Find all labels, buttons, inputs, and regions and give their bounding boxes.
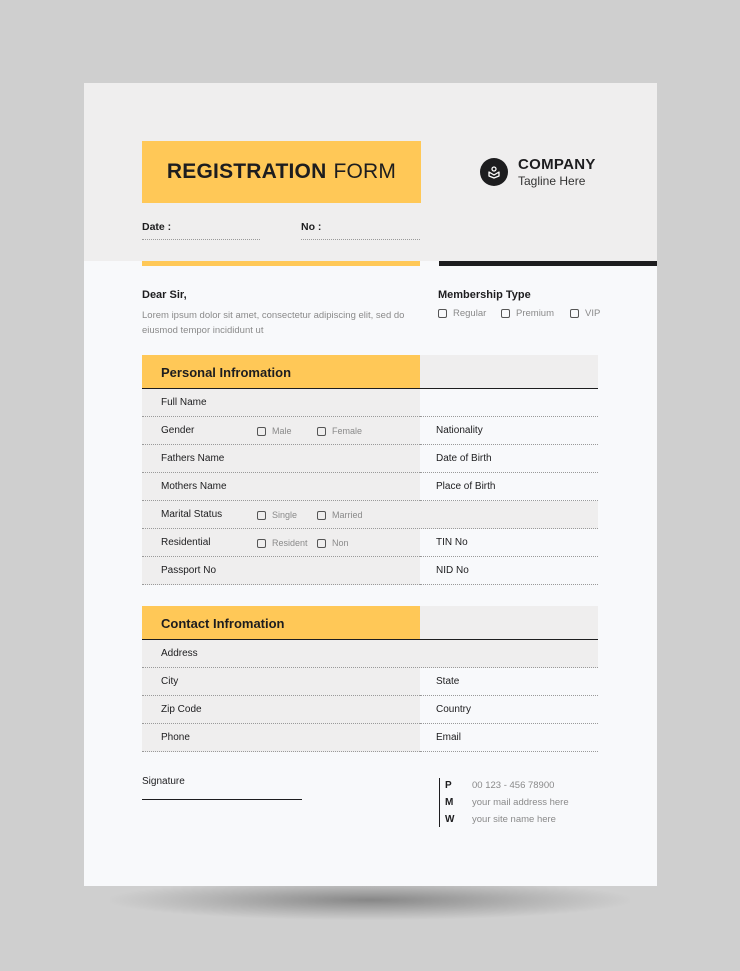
accent-bar-yellow: [142, 261, 420, 266]
country-field[interactable]: [420, 696, 598, 724]
checkbox-icon[interactable]: [257, 427, 266, 436]
fathers-name-field[interactable]: [142, 445, 420, 473]
marital-option-label: Married: [332, 510, 363, 520]
place-of-birth-field[interactable]: [420, 473, 598, 501]
row-fathers-name: [142, 445, 598, 473]
zip-code-field[interactable]: [142, 696, 420, 724]
personal-info-header: [142, 355, 598, 389]
residential-option-non[interactable]: [317, 538, 349, 548]
marital-status-field: [142, 501, 598, 529]
mail-letter: M: [445, 797, 454, 808]
phone-field[interactable]: [142, 724, 420, 752]
nationality-field[interactable]: [420, 417, 598, 445]
row-full-name: [142, 389, 598, 417]
passport-no-label: Passport No: [161, 565, 217, 576]
page-shadow: [110, 880, 630, 920]
gender-label: Gender: [161, 425, 195, 436]
date-of-birth-field[interactable]: [420, 445, 598, 473]
state-field[interactable]: [420, 668, 598, 696]
membership-type-title: Membership Type: [438, 289, 531, 301]
row-phone: [142, 724, 598, 752]
row-city: [142, 668, 598, 696]
full-name-field[interactable]: [142, 389, 420, 417]
date-of-birth-label: Date of Birth: [436, 453, 492, 464]
phone-letter: P: [445, 780, 452, 791]
city-label: City: [161, 676, 179, 687]
email-field[interactable]: [420, 724, 598, 752]
checkbox-icon[interactable]: [257, 539, 266, 548]
membership-option-label: Premium: [516, 308, 555, 319]
mothers-name-label: Mothers Name: [161, 481, 227, 492]
address-label: Address: [161, 648, 198, 659]
row-zip-code: [142, 696, 598, 724]
residential-option-label: Resident: [272, 538, 308, 548]
membership-option-label: VIP: [585, 308, 601, 319]
registration-form-page: [84, 83, 657, 886]
gender-field: [142, 417, 420, 445]
nationality-label: Nationality: [436, 425, 483, 436]
company-name: COMPANY: [518, 156, 596, 173]
full-name-extra-field[interactable]: [420, 389, 598, 417]
nid-no-label: NID No: [436, 565, 469, 576]
checkbox-icon[interactable]: [438, 309, 447, 318]
phone-label: Phone: [161, 732, 190, 743]
fathers-name-label: Fathers Name: [161, 453, 225, 464]
checkbox-icon[interactable]: [257, 511, 266, 520]
membership-option-premium[interactable]: [501, 308, 554, 319]
intro-text: Lorem ipsum dolor sit amet, consectetur adipiscing elit, sed do eiusmod tempor incididunt ut: [142, 310, 405, 336]
marital-option-label: Single: [272, 510, 298, 520]
form-title-bold: REGISTRATION: [166, 160, 327, 183]
company-logo-icon: [480, 158, 508, 186]
header-filler: [420, 606, 598, 640]
row-address: [142, 640, 598, 668]
web-letter: W: [445, 814, 455, 825]
row-marital-status: [142, 501, 598, 529]
marital-status-label: Marital Status: [161, 509, 223, 520]
checkbox-icon[interactable]: [317, 427, 326, 436]
marital-option-married[interactable]: [317, 510, 363, 520]
mothers-name-field[interactable]: [142, 473, 420, 501]
row-passport-no: [142, 557, 598, 585]
footer-mail: your mail address here: [472, 797, 569, 808]
place-of-birth-label: Place of Birth: [436, 481, 496, 492]
number-field[interactable]: [301, 239, 420, 240]
row-residential: [142, 529, 598, 557]
row-mothers-name: [142, 473, 598, 501]
full-name-label: Full Name: [161, 397, 207, 408]
residential-option-resident[interactable]: [257, 538, 308, 548]
contact-info-title: Contact Infromation: [142, 606, 420, 640]
membership-option-label: Regular: [453, 308, 487, 319]
zip-code-label: Zip Code: [161, 704, 202, 715]
checkbox-icon[interactable]: [501, 309, 510, 318]
greeting: Dear Sir,: [142, 289, 187, 301]
state-label: State: [436, 676, 460, 687]
date-label: Date :: [142, 221, 172, 233]
accent-bar-black: [439, 261, 657, 266]
footer-web: your site name here: [472, 814, 556, 825]
address-field[interactable]: [142, 640, 598, 668]
passport-no-field[interactable]: [142, 557, 420, 585]
date-field[interactable]: [142, 239, 260, 240]
gender-option-label: Female: [332, 426, 363, 436]
row-gender: [142, 417, 598, 445]
contact-divider: [439, 778, 440, 827]
membership-option-regular[interactable]: [438, 308, 486, 319]
footer-phone: 00 123 - 456 78900: [472, 780, 555, 791]
signature-label: Signature: [142, 776, 185, 787]
residential-label: Residential: [161, 537, 211, 548]
checkbox-icon[interactable]: [570, 309, 579, 318]
tin-no-field[interactable]: [420, 529, 598, 557]
contact-info-header: [142, 606, 598, 640]
residential-option-label: Non: [332, 538, 349, 548]
gender-option-male[interactable]: [257, 426, 292, 436]
country-label: Country: [436, 704, 472, 715]
company-tagline: Tagline Here: [518, 174, 586, 188]
signature-line[interactable]: [142, 799, 302, 800]
form-title-light: FORM: [333, 160, 397, 183]
residential-field: [142, 529, 420, 557]
email-label: Email: [436, 732, 462, 743]
checkbox-icon[interactable]: [317, 511, 326, 520]
personal-info-title: Personal Infromation: [142, 355, 420, 389]
gender-option-female[interactable]: [317, 426, 362, 436]
marital-option-single[interactable]: [257, 510, 297, 520]
membership-option-vip[interactable]: [570, 308, 600, 319]
form-title: [142, 141, 421, 203]
gender-option-label: Male: [272, 426, 292, 436]
city-field[interactable]: [142, 668, 420, 696]
nid-no-field[interactable]: [420, 557, 598, 585]
number-label: No :: [301, 221, 322, 233]
header-filler: [420, 355, 598, 389]
tin-no-label: TIN No: [436, 537, 468, 548]
checkbox-icon[interactable]: [317, 539, 326, 548]
